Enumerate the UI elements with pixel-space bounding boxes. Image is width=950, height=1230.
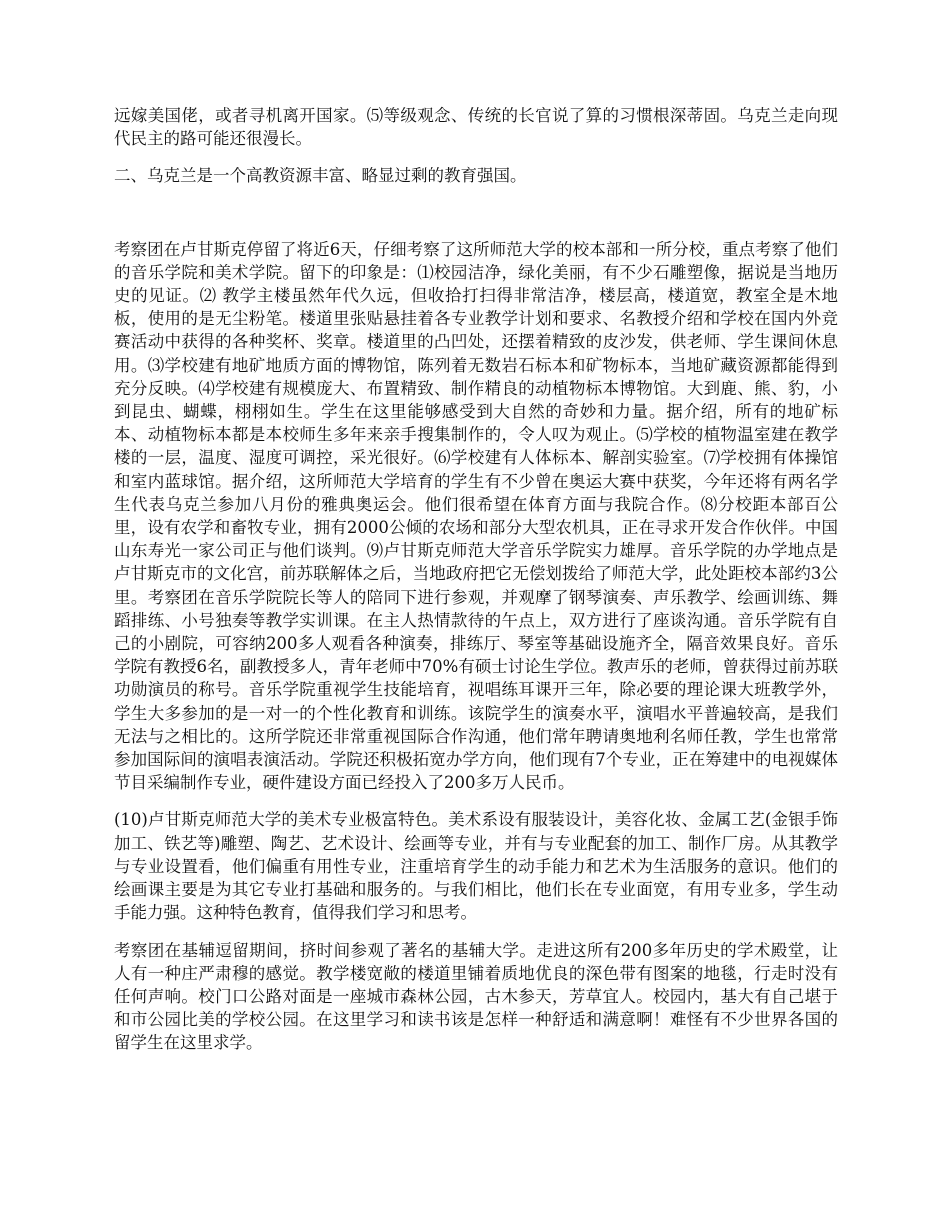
- paragraph-kyiv-university: 考察团在基辅逗留期间，挤时间参观了著名的基辅大学。走进这所有200多年历史的学术殿堂，让人有一种庄严肃穆的感觉。教学楼宽敞的楼道里铺着质地优良的深色带有图案的地毯，行走时没有任何声响。校门口公路对面是一座城市森林公园，古木参天，芳草宜人。校园内，基大有自己堪于和市公园比美的学校公园。在这里学习和读书该是怎样一种舒适和满意啊！难怪有不少世界各国的留学生在这里求学。: [114, 940, 838, 1053]
- document-page: [114, 104, 838, 1069]
- paragraph-fine-arts: (10)卢甘斯克师范大学的美术专业极富特色。美术系设有服装设计，美容化妆、金属工艺(金银手饰加工、铁艺等)雕塑、陶艺、艺术设计、绘画等专业，并有与专业配套的加工、制作厂房。从其教学与专业设置看，他们偏重有用性专业，注重培育学生的动手能力和艺术为生活服务的意识。他们的绘画课主要是为其它专业打基础和服务的。与我们相比，他们长在专业面宽，有用专业多，学生动手能力强。这种特色教育，值得我们学习和思考。: [114, 810, 838, 923]
- section-heading: 二、乌克兰是一个高教资源丰富、略显过剩的教育强国。: [114, 166, 527, 186]
- paragraph-spacer: [114, 202, 838, 238]
- paragraph-lugansk-visit: 考察团在卢甘斯克停留了将近6天，仔细考察了这所师范大学的校本部和一所分校，重点考察了他们的音乐学院和美术学院。留下的印象是：⑴校园洁净，绿化美丽，有不少石雕塑像，据说是当地历史的见证。⑵ 教学主楼虽然年代久远，但收拾打扫得非常洁净，楼层高，楼道宽，教室全是木地板，使用的是无尘粉笔。楼道里张贴悬挂着各专业教学计划和要求、名教授介绍和学校在国内外竞赛活动中获得的各种奖杯、奖章。楼道里的凸凹处，还摆着精致的皮沙发，供老师、学生课间休息用。⑶学校建有地矿地质方面的博物馆，陈列着无数岩石标本和矿物标本，当地矿藏资源都能得到充分反映。⑷学校建有规模庞大、布置精致、制作精良的动植物标本博物馆。大到鹿、熊、豹，小到昆虫、蝴蝶，栩栩如生。学生在这里能够感受到大自然的奇妙和力量。据介绍，所有的地矿标本、动植物标本都是本校师生多年来亲手搜集制作的，令人叹为观止。⑸学校的植物温室建在教学楼的一层，温度、湿度可调控，采光很好。⑹学校建有人体标本、解剖实验室。⑺学校拥有体操馆和室内蓝球馆。据介绍，这所师范大学培育的学生有不少曾在奥运大赛中获奖，今年还将有两名学生代表乌克兰参加八月份的雅典奥运会。他们很希望在体育方面与我院合作。⑻分校距本部百公里，设有农学和畜牧专业，拥有2000公倾的农场和部分大型农机具，正在寻求开发合作伙伴。中国山东寿光一家公司正与他们谈判。⑼卢甘斯克师范大学音乐学院实力雄厚。音乐学院的办学地点是卢甘斯克市的文化宫，前苏联解体之后，当地政府把它无偿划拨给了师范大学，此处距校本部约3公里。考察团在音乐学院院长等人的陪同下进行参观，并观摩了钢琴演奏、声乐教学、绘画训练、舞蹈排练、小号独奏等教学实训课。在主人热情款待的午点上，双方进行了座谈沟通。音乐学院有自己的小剧院，可容纳200多人观看各种演奏，排练厅、琴室等基础设施齐全，隔音效果良好。音乐学院有教授6名，副教授多人，青年老师中70%有硕士讨论生学位。教声乐的老师，曾获得过前苏联功勋演员的称号。音乐学院重视学生技能培育，视唱练耳课开三年，除必要的理论课大班教学外，学生大多参加的是一对一的个性化教育和训练。该院学生的演奏水平，演唱水平普遍较高，是我们无法与之相比的。这所学院还非常重视国际合作沟通，他们常年聘请奥地利名师任教，学生也常常参加国际间的演唱表演活动。学院还积极拓宽办学方向，他们现有7个专业，正在筹建中的电视媒体节目采编制作专业，硬件建设方面已经投入了200多万人民币。: [114, 239, 838, 793]
- paragraph-intro-continuation: 远嫁美国佬，或者寻机离开国家。⑸等级观念、传统的长官说了算的习惯根深蒂固。乌克兰走向现代民主的路可能还很漫长。: [114, 106, 838, 149]
